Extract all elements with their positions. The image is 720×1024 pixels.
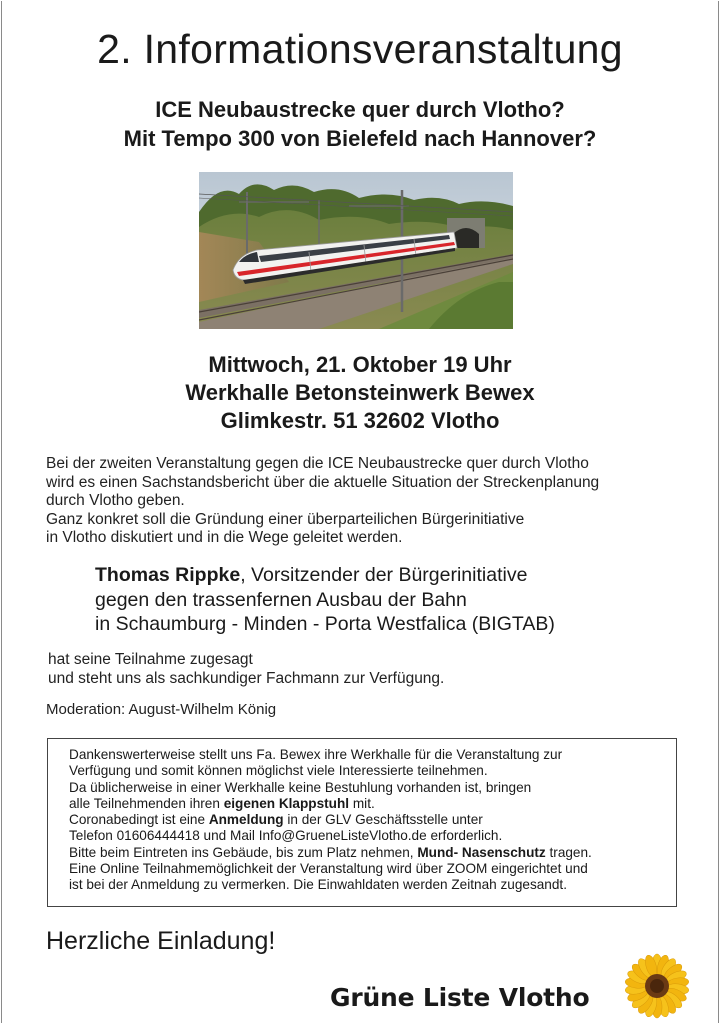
event-venue: Werkhalle Betonsteinwerk Bewex bbox=[185, 380, 535, 405]
speaker-role-3: in Schaumburg - Minden - Porta Westfalica (BIGTAB) bbox=[95, 613, 555, 635]
info-line bbox=[69, 812, 676, 828]
speaker-line-1 bbox=[95, 563, 695, 588]
info-text: tragen. bbox=[545, 844, 592, 860]
intro-line: in Vlotho diskutiert und in die Wege geleitet werden. bbox=[46, 529, 403, 547]
info-text: in der GLV Geschäftsstelle unter bbox=[283, 812, 483, 828]
info-line bbox=[69, 845, 676, 861]
info-line: Da üblicherweise in einer Werkhalle keine Bestuhlung vorhanden ist, bringen bbox=[69, 779, 532, 795]
speaker-role-2: gegen den trassenfernen Ausbau der Bahn bbox=[95, 588, 467, 611]
event-details bbox=[0, 351, 720, 435]
info-line: ist bei der Anmeldung zu vermerken. Die Einwahldaten werden Zeitnah zugesandt. bbox=[69, 877, 567, 893]
subtitle bbox=[0, 95, 720, 153]
info-line: Telefon 01606444418 und Mail Info@GrueneListeVlotho.de erforderlich. bbox=[69, 828, 503, 844]
info-line bbox=[69, 796, 676, 812]
info-line: Dankenswerterweise stellt uns Fa. Bewex ihre Werkhalle für die Veranstaltung zur bbox=[69, 747, 563, 762]
brand-name: Grüne Liste Vlotho bbox=[330, 983, 590, 1012]
moderation: Moderation: August-Wilhelm König bbox=[46, 701, 277, 718]
info-text: mit. bbox=[349, 795, 375, 811]
subtitle-line-2: Mit Tempo 300 von Bielefeld nach Hannover? bbox=[123, 126, 597, 151]
sunflower-icon bbox=[622, 953, 692, 1019]
closing-invitation: Herzliche Einladung! bbox=[46, 927, 276, 955]
info-box bbox=[47, 738, 677, 907]
info-text: Coronabedingt ist eine bbox=[69, 812, 209, 828]
speaker-note-line-2: und steht uns als sachkundiger Fachmann zur Verfügung. bbox=[48, 670, 445, 687]
info-text: alle Teilnehmenden ihren bbox=[69, 795, 224, 811]
intro-paragraph bbox=[46, 455, 696, 548]
info-highlight-maske: Mund- Nasenschutz bbox=[417, 844, 546, 860]
speaker-block bbox=[95, 563, 695, 637]
intro-line: wird es einen Sachstandsbericht über die aktuelle Situation der Streckenplanung bbox=[46, 473, 600, 491]
ice-train-photo bbox=[199, 172, 513, 329]
event-address: Glimkestr. 51 32602 Vlotho bbox=[220, 408, 500, 433]
info-text: Bitte beim Eintreten ins Gebäude, bis zum Platz nehmen, bbox=[69, 844, 418, 860]
speaker-name: Thomas Rippke bbox=[95, 564, 241, 586]
speaker-note-line-1: hat seine Teilnahme zugesagt bbox=[48, 651, 253, 668]
info-line: Verfügung und somit können möglichst viele Interessierte teilnehmen. bbox=[69, 763, 488, 779]
intro-line: Ganz konkret soll die Gründung einer überparteilichen Bürgerinitiative bbox=[46, 510, 525, 528]
page-title: 2. Informationsveranstaltung bbox=[97, 26, 623, 72]
event-date-time: Mittwoch, 21. Oktober 19 Uhr bbox=[208, 352, 512, 377]
intro-line: durch Vlotho geben. bbox=[46, 492, 185, 510]
speaker-role-1: , Vorsitzender der Bürgerinitiative bbox=[240, 564, 528, 586]
intro-line: Bei der zweiten Veranstaltung gegen die ICE Neubaustrecke quer durch Vlotho bbox=[46, 455, 589, 472]
info-highlight-klappstuhl: eigenen Klappstuhl bbox=[223, 795, 350, 811]
info-highlight-anmeldung: Anmeldung bbox=[208, 812, 284, 828]
info-line: Eine Online Teilnahmemöglichkeit der Veranstaltung wird über ZOOM eingerichtet und bbox=[69, 861, 588, 877]
subtitle-line-1: ICE Neubaustrecke quer durch Vlotho? bbox=[155, 97, 565, 122]
sunflower-center-inner bbox=[650, 979, 664, 993]
speaker-note bbox=[48, 650, 668, 688]
